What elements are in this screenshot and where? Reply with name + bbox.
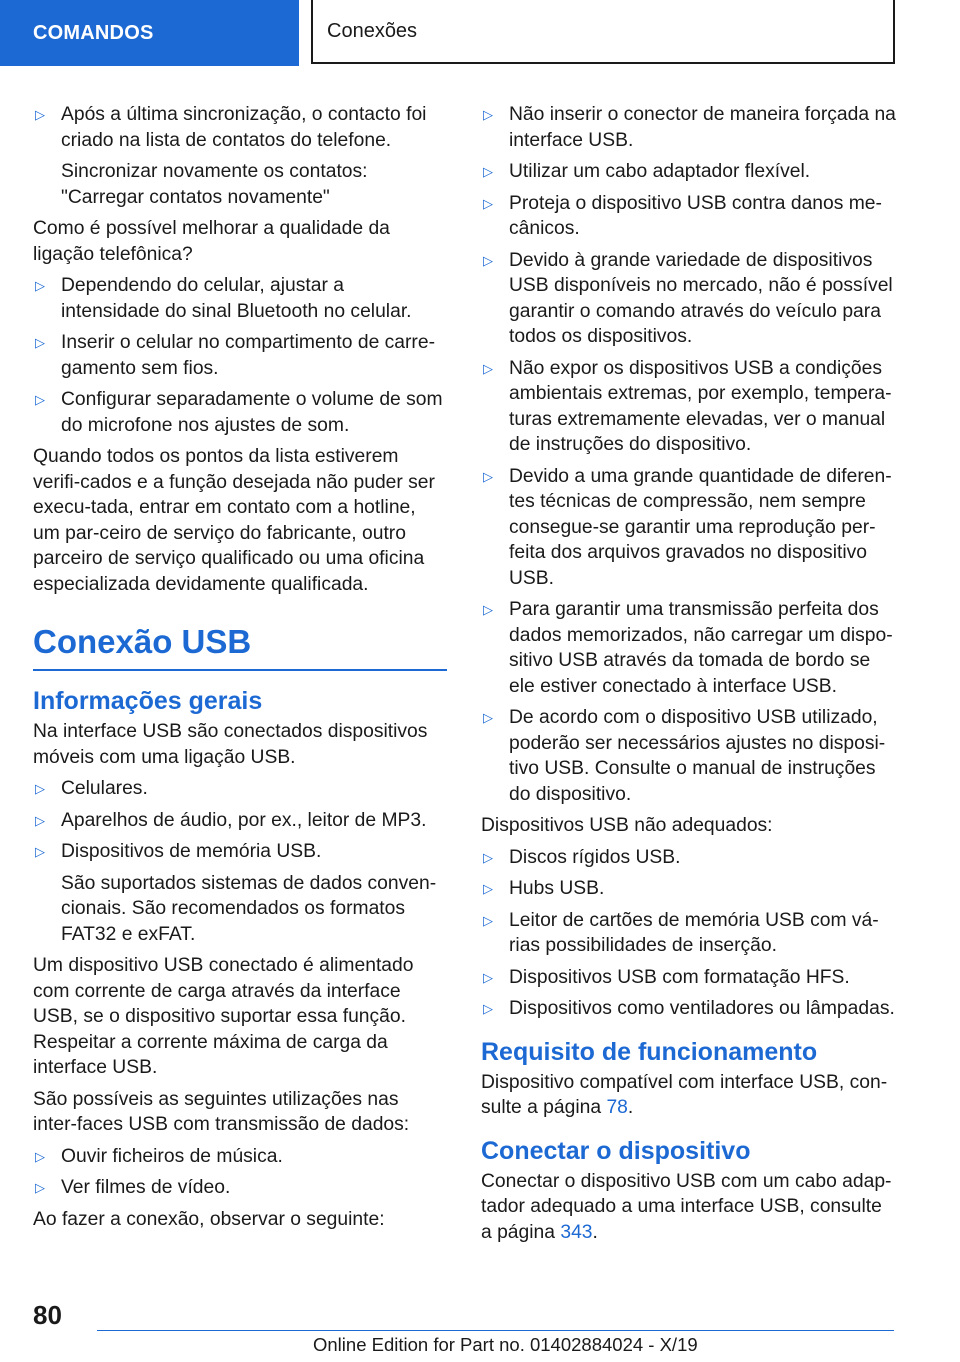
paragraph: São possíveis as seguintes utilizações nas inter‐faces USB com transmissão de dados:	[33, 1088, 410, 1135]
list-item: ▷ Hubs USB.	[481, 876, 897, 902]
list-item: ▷ Aparelhos de áudio, por ex., leitor de MP3.	[33, 808, 447, 834]
list-item: ▷ Para garantir uma transmissão perfeita dos dados memorizados, não carregar um dispo‐sitivo USB através da tomada de bordo se ele estiver conectado à interface USB.	[483, 599, 893, 697]
triangle-bullet-icon: ▷	[483, 602, 493, 617]
right-column	[481, 102, 897, 1251]
left-column	[33, 102, 447, 1238]
list-item: ▷ Inserir o celular no compartimento de carre‐gamento sem fios.	[35, 332, 435, 379]
list-item: ▷ Configurar separadamente o volume de som do microfone nos ajustes de som.	[35, 389, 443, 436]
triangle-bullet-icon: ▷	[483, 164, 493, 179]
triangle-bullet-icon: ▷	[483, 710, 493, 725]
paragraph: Sincronizar novamente os contatos: "Carregar contatos novamente"	[61, 161, 368, 208]
list-item: ▷ Não inserir o conector de maneira forçada na interface USB.	[483, 104, 896, 151]
paragraph: Como é possível melhorar a qualidade da ligação telefônica?	[33, 218, 390, 265]
list-item: ▷ Ver filmes de vídeo.	[33, 1175, 447, 1201]
triangle-bullet-icon: ▷	[483, 468, 493, 484]
list-item: ▷ Devido à grande variedade de dispositivos USB disponíveis no mercado, não é possível garantir o comando através do veículo para todos os dispositivos.	[483, 249, 893, 347]
paragraph: Conectar o dispositivo USB com um cabo adap‐tador adequado a uma interface USB, consulte a página 343.	[481, 1170, 892, 1243]
page-header	[0, 0, 960, 66]
page-link-343[interactable]: 343	[560, 1221, 593, 1243]
subsection-heading: Requisito de funcionamento	[481, 1037, 818, 1066]
triangle-bullet-icon: ▷	[483, 969, 493, 985]
footer-edition-text: Online Edition for Part no. 01402884024 - X/19	[313, 1334, 698, 1355]
list-item: ▷ Proteja o dispositivo USB contra danos me‐cânicos.	[483, 192, 882, 239]
section-heading: Conexão USB	[33, 621, 447, 671]
paragraph: Ao fazer a conexão, observar o seguinte:	[33, 1208, 385, 1230]
subsection-heading: Conectar o dispositivo	[481, 1136, 751, 1165]
triangle-bullet-icon: ▷	[483, 107, 493, 122]
chapter-tab[interactable]: Conexões	[311, 0, 895, 64]
list-item: ▷ De acordo com o dispositivo USB utilizado, poderão ser necessários ajustes no disposi‐tivo USB. Consulte o manual de instruções do dispositivo.	[483, 707, 886, 805]
triangle-bullet-icon: ▷	[483, 881, 493, 896]
paragraph: Quando todos os pontos da lista estiverem verifi‐cados e a função desejada não puder ser execu‐tada, entrar em contato com a hotline, um par‐ceiro de serviço do fabricante, outro parceiro de serviço qualificado ou uma oficina especializada devidamente qualificada.	[33, 446, 435, 595]
triangle-bullet-icon: ▷	[483, 252, 493, 268]
list-item: ▷ Leitor de cartões de memória USB com vá‐rias possibilidades de inserção.	[483, 909, 879, 956]
triangle-bullet-icon: ▷	[35, 278, 45, 293]
triangle-bullet-icon: ▷	[35, 1148, 45, 1164]
paragraph: Dispositivo compatível com interface USB, con‐sulte a página 78.	[481, 1071, 888, 1118]
footer-divider	[97, 1330, 894, 1331]
paragraph: São suportados sistemas de dados conven‐cionais. São recomendados os formatos FAT32 e exFAT.	[61, 872, 437, 945]
triangle-bullet-icon: ▷	[35, 335, 45, 350]
section-tab[interactable]: COMANDOS	[0, 0, 299, 66]
subsection-heading: Informações gerais	[33, 687, 263, 715]
triangle-bullet-icon: ▷	[35, 1180, 45, 1195]
list-item: ▷ Ouvir ficheiros de música.	[33, 1144, 447, 1170]
triangle-bullet-icon: ▷	[35, 107, 45, 122]
triangle-bullet-icon: ▷	[483, 360, 493, 376]
triangle-bullet-icon: ▷	[483, 1001, 493, 1016]
list-item: ▷ Dependendo do celular, ajustar a intensidade do sinal Bluetooth no celular.	[35, 275, 412, 322]
list-item: ▷ Não expor os dispositivos USB a condições ambientais extremas, por exemplo, tempera‐turas extremamente elevadas, ver o manual de instruções do dispositivo.	[483, 357, 892, 455]
paragraph: Um dispositivo USB conectado é alimentado com corrente de carga através da interface USB, se o dispositivo suportar essa função. Respeitar a corrente máxima de carga da interface USB.	[33, 955, 414, 1078]
list-item: ▷ Utilizar um cabo adaptador flexível.	[481, 159, 897, 185]
page-number: 80	[33, 1300, 62, 1330]
list-item: ▷ Dispositivos de memória USB.	[33, 839, 447, 865]
list-item: ▷ Após a última sincronização, o contacto foi criado na lista de contatos do telefone.	[35, 104, 427, 151]
list-item: ▷ Celulares.	[33, 776, 447, 802]
list-item: ▷ Dispositivos como ventiladores ou lâmpadas.	[481, 996, 897, 1022]
triangle-bullet-icon: ▷	[35, 812, 45, 828]
list-item: ▷ Discos rígidos USB.	[481, 845, 897, 871]
triangle-bullet-icon: ▷	[483, 912, 493, 928]
triangle-bullet-icon: ▷	[35, 392, 45, 407]
page-link-78[interactable]: 78	[606, 1097, 628, 1118]
list-item: ▷ Devido a uma grande quantidade de diferen‐tes técnicas de compressão, nem sempre consegue-se garantir uma reprodução per‐feita dos arquivos gravados no dispositivo USB.	[483, 465, 892, 589]
list-item: ▷ Dispositivos USB com formatação HFS.	[481, 965, 897, 991]
paragraph: Dispositivos USB não adequados:	[481, 815, 773, 836]
triangle-bullet-icon: ▷	[483, 849, 493, 865]
paragraph: Na interface USB são conectados dispositivos móveis com uma ligação USB.	[33, 721, 428, 768]
triangle-bullet-icon: ▷	[35, 781, 45, 796]
triangle-bullet-icon: ▷	[483, 195, 493, 211]
triangle-bullet-icon: ▷	[35, 844, 45, 859]
